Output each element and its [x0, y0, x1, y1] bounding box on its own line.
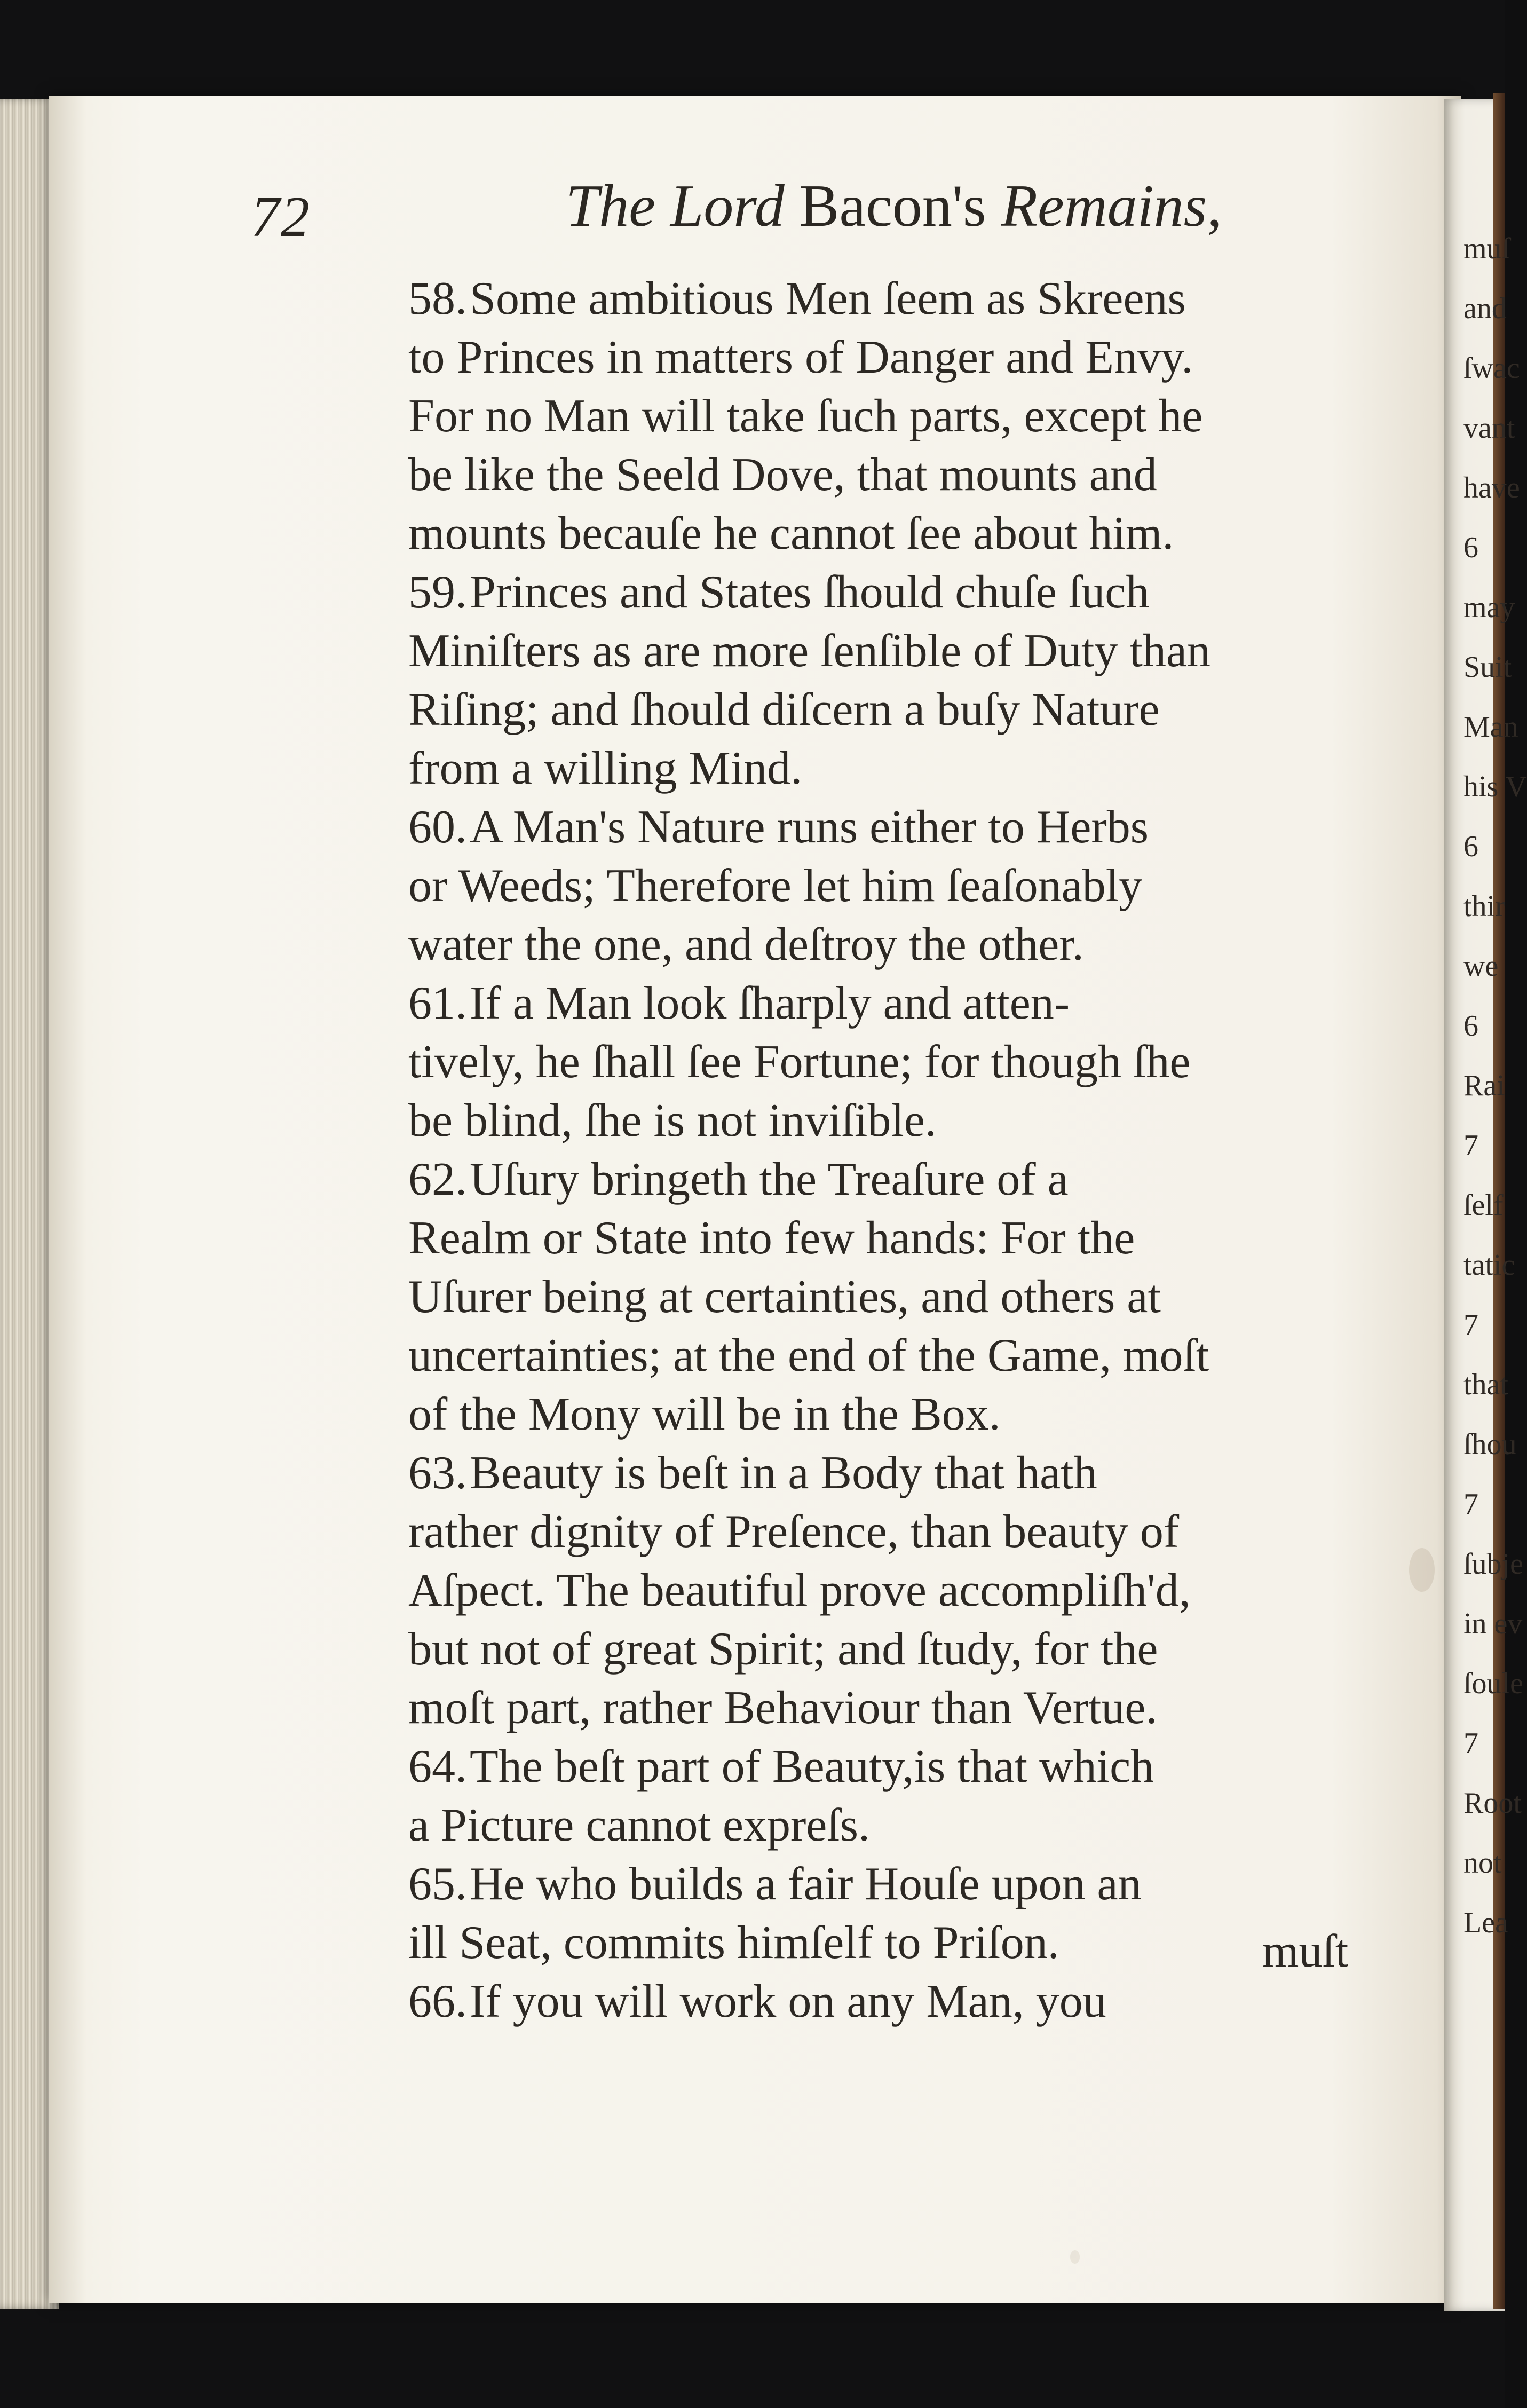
page-number: 72 [251, 185, 311, 249]
text-line [408, 739, 1385, 798]
line-text: A Man's Nature runs either to Herbs [470, 801, 1149, 853]
line-text: If you will work on any Man, you [470, 1976, 1106, 2027]
text-line [408, 270, 1385, 328]
text-line [408, 563, 1385, 622]
running-head-main: Bacon's [799, 173, 986, 239]
entry-number: 58. [408, 273, 467, 325]
line-text: mounts becauſe he cannot ſee about him. [408, 508, 1174, 559]
adjacent-fragment: Rai [1463, 1069, 1505, 1102]
text-line [408, 1679, 1385, 1738]
entry-number: 62. [408, 1154, 467, 1205]
text-line [408, 1033, 1385, 1092]
entry-number: 65. [408, 1858, 467, 1910]
line-text: Princes and States ſhould chuſe ſuch [470, 566, 1150, 618]
text-line [408, 798, 1385, 857]
adjacent-fragment: 7 [1463, 1727, 1478, 1760]
line-text: If a Man look ſharply and atten- [470, 977, 1070, 1029]
adjacent-fragment: 6 [1463, 531, 1478, 564]
text-line [408, 1209, 1385, 1268]
line-text: tively, he ſhall ſee Fortune; for though ſhe [408, 1036, 1191, 1088]
line-text: uncertainties; at the end of the Game, moſt [408, 1330, 1209, 1381]
text-line [408, 1738, 1385, 1796]
line-text: Uſurer being at certainties, and others at [408, 1271, 1161, 1323]
entry-number: 59. [408, 566, 467, 618]
text-line [408, 387, 1385, 446]
text-line [408, 1796, 1385, 1855]
catchword: muſt [1262, 1925, 1349, 1977]
running-head [566, 172, 1260, 241]
adjacent-fragment: ſubje [1463, 1548, 1523, 1581]
entry-number: 61. [408, 977, 467, 1029]
text-line [408, 1620, 1385, 1679]
adjacent-fragment: not [1463, 1846, 1502, 1880]
entry-number: 60. [408, 801, 467, 853]
text-line [408, 622, 1385, 681]
adjacent-fragment: that [1463, 1368, 1508, 1401]
line-text: to Princes in matters of Danger and Envy. [408, 331, 1193, 383]
line-text: water the one, and deſtroy the other. [408, 919, 1084, 970]
adjacent-fragment: thir [1463, 890, 1505, 923]
line-text: rather dignity of Preſence, than beauty of [408, 1506, 1180, 1558]
adjacent-fragment: vant [1463, 412, 1515, 445]
text-line [408, 1561, 1385, 1620]
text-line [408, 446, 1385, 504]
text-line [408, 1503, 1385, 1561]
text-line [408, 1914, 1385, 1972]
line-text: For no Man will take ſuch parts, except he [408, 390, 1203, 442]
text-line [408, 974, 1385, 1033]
line-text: be like the Seeld Dove, that mounts and [408, 449, 1157, 501]
line-text: Beauty is beſt in a Body that hath [470, 1447, 1097, 1499]
adjacent-fragment: may [1463, 591, 1515, 624]
adjacent-fragment: Suit [1463, 651, 1512, 684]
adjacent-fragment: have [1463, 471, 1520, 504]
line-text: Some ambitious Men ſeem as Skreens [470, 273, 1186, 325]
text-line [408, 1444, 1385, 1503]
text-line [408, 915, 1385, 974]
text-line [408, 1972, 1385, 2031]
running-head-prefix: The Lord [566, 173, 785, 239]
running-head-suffix: Remains, [1001, 173, 1222, 239]
adjacent-fragment: 7 [1463, 1308, 1478, 1341]
text-line [408, 1327, 1385, 1385]
text-line [408, 1150, 1385, 1209]
line-text: but not of great Spirit; and ſtudy, for the [408, 1623, 1158, 1675]
line-text: of the Mony will be in the Box. [408, 1388, 1001, 1440]
line-text: or Weeds; Therefore let him ſeaſonably [408, 860, 1143, 912]
text-line [408, 1385, 1385, 1444]
adjacent-fragment: muſ [1463, 232, 1510, 265]
adjacent-fragment: Lea [1463, 1906, 1508, 1939]
adjacent-fragment: ſoule [1463, 1667, 1523, 1700]
adjacent-fragment: 7 [1463, 1129, 1478, 1162]
entry-number: 63. [408, 1447, 467, 1499]
line-text: Aſpect. The beautiful prove accompliſh'd, [408, 1565, 1191, 1616]
adjacent-page-text [1463, 219, 1527, 1953]
line-text: from a willing Mind. [408, 743, 803, 794]
paper-stain [1070, 2250, 1080, 2264]
line-text: He who builds a fair Houſe upon an [470, 1858, 1142, 1910]
adjacent-fragment: 6 [1463, 830, 1478, 863]
line-text: moſt part, rather Behaviour than Vertue. [408, 1682, 1158, 1734]
line-text: Riſing; and ſhould diſcern a buſy Nature [408, 684, 1160, 736]
line-text: Miniſters as are more ſenſible of Duty than [408, 625, 1210, 677]
adjacent-fragment: tatic [1463, 1249, 1515, 1282]
text-line [408, 681, 1385, 739]
adjacent-fragment: his V [1463, 770, 1527, 803]
line-text: ill Seat, commits himſelf to Priſon. [408, 1917, 1059, 1969]
text-line [408, 857, 1385, 915]
line-text: Uſury bringeth the Treaſure of a [470, 1154, 1069, 1205]
text-line [408, 504, 1385, 563]
adjacent-fragment: ſelf [1463, 1189, 1504, 1222]
line-text: a Picture cannot expreſs. [408, 1799, 871, 1851]
entry-number: 64. [408, 1741, 467, 1793]
body-text [408, 270, 1385, 2031]
adjacent-fragment: Man [1463, 710, 1518, 744]
line-text: be blind, ſhe is not inviſible. [408, 1095, 937, 1147]
adjacent-fragment: 6 [1463, 1009, 1478, 1043]
adjacent-fragment: we [1463, 950, 1499, 983]
text-line [408, 328, 1385, 387]
adjacent-fragment: in ev [1463, 1607, 1523, 1640]
text-line [408, 1092, 1385, 1150]
line-text: Realm or State into few hands: For the [408, 1212, 1135, 1264]
adjacent-fragment: Root [1463, 1787, 1522, 1820]
paper-stain [1409, 1548, 1435, 1592]
text-line [408, 1268, 1385, 1327]
adjacent-fragment: ſhou [1463, 1428, 1517, 1461]
text-line [408, 1855, 1385, 1914]
adjacent-fragment: 7 [1463, 1488, 1478, 1521]
line-text: The beſt part of Beauty,is that which [470, 1741, 1154, 1793]
entry-number: 66. [408, 1976, 467, 2027]
adjacent-fragment: ſwac [1463, 352, 1520, 385]
adjacent-fragment: and [1463, 292, 1507, 325]
